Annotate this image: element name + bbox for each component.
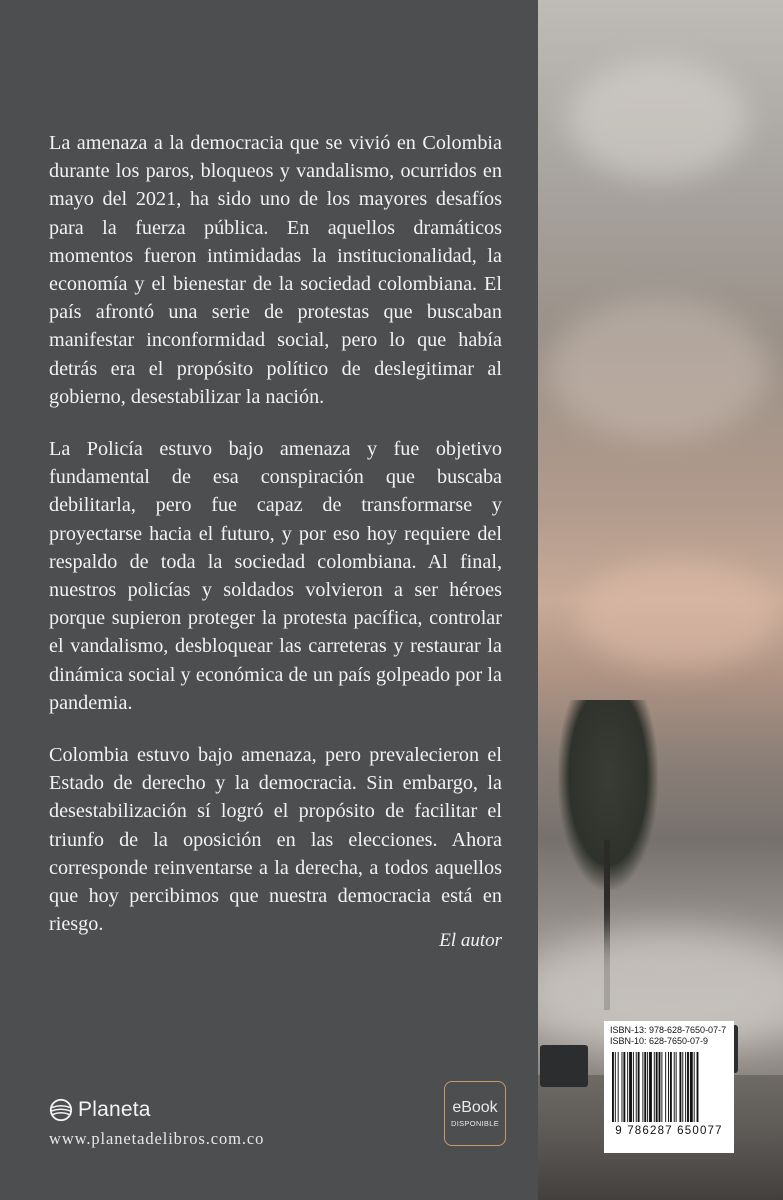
barcode-bar: [638, 1052, 640, 1122]
ebook-available-badge: [444, 1081, 506, 1146]
barcode-bar: [629, 1052, 632, 1122]
barcode-bar: [649, 1052, 652, 1122]
barcode-bar: [670, 1052, 672, 1122]
barcode-bar: [665, 1052, 666, 1122]
barcode-bar: [694, 1052, 695, 1122]
barcode-number: 9 786287 650077: [615, 1125, 723, 1137]
burned-vehicle: [540, 1045, 588, 1087]
barcode-bar: [636, 1052, 637, 1122]
isbn-13: ISBN-13: 978-628-7650-07-7: [610, 1025, 727, 1035]
barcode-bar: [668, 1052, 669, 1122]
ebook-badge-title: eBook: [452, 1099, 498, 1116]
cloud: [548, 300, 768, 440]
synopsis-paragraph: La Policía estuvo bajo amenaza y fue objetivo fundamental de esa conspiración que buscaba debilitarla, pero fue capaz de transformarse y proyectarse hacia el futuro, y por eso hoy requiere del respaldo de toda la sociedad colombiana. Al final, nuestros policías y soldados volvieron a ser héroes porque supieron proteger la protesta pacífica, controlar el vandalismo, desbloquear las carreteras y restaurar la dinámica social y económica de un país golpeado por la pandemia.: [49, 438, 502, 714]
barcode-bar: [612, 1052, 614, 1122]
barcode-bar: [618, 1052, 619, 1122]
barcode-bar: [676, 1052, 677, 1122]
barcode-bar: [627, 1052, 628, 1122]
cloud: [568, 60, 748, 180]
isbn-barcode-box: [604, 1021, 734, 1153]
barcode-bar: [687, 1052, 689, 1122]
barcode-bar: [633, 1052, 634, 1122]
ebook-badge-subtitle: DISPONIBLE: [450, 1119, 499, 1128]
barcode-bar: [623, 1052, 625, 1122]
barcode-bar: [656, 1052, 658, 1122]
barcode-bar: [644, 1052, 646, 1122]
barcode-bar: [647, 1052, 648, 1122]
isbn-10: ISBN-10: 628-7650-07-9: [610, 1036, 709, 1046]
publisher-website[interactable]: www.planetadelibros.com.co: [49, 1129, 265, 1148]
cloud: [578, 560, 778, 670]
cover-photo-protest-scene: [538, 0, 783, 1200]
synopsis-paragraph: La amenaza a la democracia que se vivió en Colombia durante los paros, bloqueos y vandalismo, ocurridos en mayo del 2021, ha sido uno de los mayores desafíos para la fuerza pública. En aquellos dramáticos momentos fueron intimidadas la institucionalidad, la economía y el bienestar de la sociedad colombiana. El país afrontó una serie de protestas que buscaban manifestar inconformidad social, pero lo que había detrás era el propósito político de deslegitimar al gobierno, desestabilizar la nación.: [49, 132, 502, 408]
barcode-bar: [682, 1052, 683, 1122]
synopsis-paragraph: Colombia estuvo bajo amenaza, pero prevalecieron el Estado de derecho y la democracia. Sin embargo, la desestabilización sí logró el propósito de facilitar el triunfo de la oposición en las elecciones. Ahora corresponde reinventarse a la derecha, a todos aquellos que hoy percibimos que nuestra democracia está en riesgo.: [49, 744, 502, 936]
barcode-bar: [679, 1052, 681, 1122]
barcode-bar: [661, 1052, 662, 1122]
publisher-name: Planeta: [78, 1098, 151, 1121]
barcode: [608, 1052, 730, 1124]
planeta-globe-icon: [49, 1098, 73, 1122]
barcode-bar: [659, 1052, 661, 1122]
publisher-logo: [49, 1098, 151, 1122]
barcode-bar: [642, 1052, 643, 1122]
barcode-bar: [674, 1052, 675, 1122]
barcode-bar: [654, 1052, 655, 1122]
barcode-bar: [615, 1052, 616, 1122]
author-signature: El autor: [439, 930, 502, 951]
barcode-bar: [697, 1052, 699, 1122]
synopsis-text: [49, 129, 502, 962]
barcode-bar: [690, 1052, 693, 1122]
barcode-bar: [685, 1052, 686, 1122]
barcode-bar: [622, 1052, 623, 1122]
